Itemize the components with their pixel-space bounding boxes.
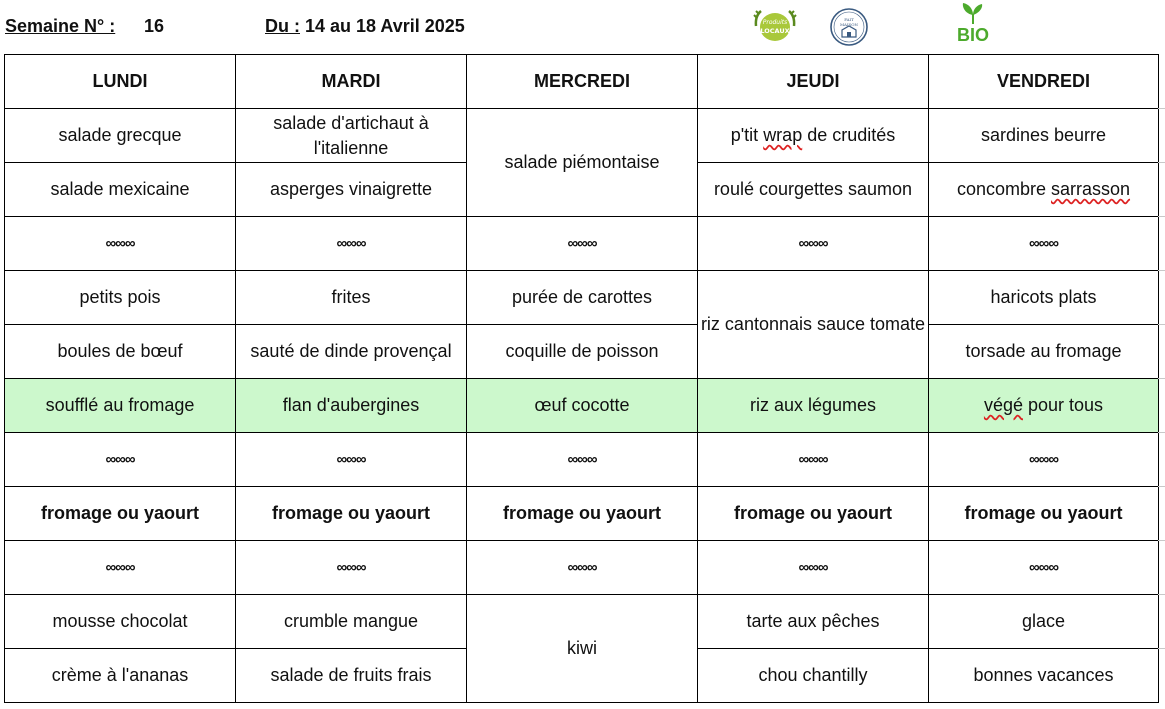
plat-row-1 <box>5 271 1159 325</box>
dessert-mercredi: kiwi <box>467 595 698 703</box>
entree-jeudi-1: p'tit wrap de crudités <box>698 109 929 163</box>
plat-mardi-2: sauté de dinde provençal <box>236 325 467 379</box>
entree-lundi-1: salade grecque <box>5 109 236 163</box>
bio-logo-text: BIO <box>956 25 990 44</box>
separator: ∞∞∞ <box>698 433 929 487</box>
plat-mercredi-1: purée de carottes <box>467 271 698 325</box>
week-number: 16 <box>144 16 165 36</box>
vegetarian-lundi: soufflé au fromage <box>5 379 236 433</box>
entree-lundi-2: salade mexicaine <box>5 163 236 217</box>
separator: ∞∞∞ <box>5 541 236 595</box>
plat-lundi-1: petits pois <box>5 271 236 325</box>
separator: ∞∞∞ <box>929 217 1159 271</box>
date-heading <box>265 16 465 37</box>
menu-header <box>0 0 1165 54</box>
dessert-jeudi-1: tarte aux pêches <box>698 595 929 649</box>
day-header-lundi: LUNDI <box>5 55 236 109</box>
separator: ∞∞∞ <box>929 433 1159 487</box>
vegetarian-row <box>5 379 1159 433</box>
dessert-lundi-2: crème à l'ananas <box>5 649 236 703</box>
cheese-lundi: fromage ou yaourt <box>5 487 236 541</box>
separator: ∞∞∞ <box>467 217 698 271</box>
dessert-vendredi-1: glace <box>929 595 1159 649</box>
separator-row-3 <box>5 541 1159 595</box>
separator: ∞∞∞ <box>5 217 236 271</box>
bio-logo-icon <box>948 2 998 44</box>
day-header-mardi: MARDI <box>236 55 467 109</box>
local-products-logo-icon <box>752 6 798 46</box>
cheese-jeudi: fromage ou yaourt <box>698 487 929 541</box>
spreadsheet-gridlines <box>1158 54 1165 709</box>
spellcheck-word: wrap <box>763 125 803 145</box>
separator: ∞∞∞ <box>467 433 698 487</box>
vegetarian-jeudi: riz aux légumes <box>698 379 929 433</box>
separator: ∞∞∞ <box>236 541 467 595</box>
entree-jeudi-2: roulé courgettes saumon <box>698 163 929 217</box>
date-range: 14 au 18 Avril 2025 <box>305 16 465 36</box>
separator: ∞∞∞ <box>236 217 467 271</box>
entree-vendredi-2: concombre sarrasson <box>929 163 1159 217</box>
logo-maison-word-1: FAIT <box>844 17 854 22</box>
logo-maison-word-2: MAISON <box>839 22 859 27</box>
logo-local-word-2: LOCAUX <box>760 27 790 35</box>
cheese-row <box>5 487 1159 541</box>
logo-local-word-1: Produits <box>762 19 788 26</box>
entree-row-1 <box>5 109 1159 163</box>
separator: ∞∞∞ <box>236 433 467 487</box>
cheese-vendredi: fromage ou yaourt <box>929 487 1159 541</box>
entree-mardi-1: salade d'artichaut à l'italienne <box>236 109 467 163</box>
spellcheck-word: sarrasson <box>1051 179 1131 199</box>
entree-mercredi: salade piémontaise <box>467 109 698 217</box>
cheese-mardi: fromage ou yaourt <box>236 487 467 541</box>
separator: ∞∞∞ <box>698 541 929 595</box>
separator-row-2 <box>5 433 1159 487</box>
week-label: Semaine N° : <box>5 16 116 36</box>
plat-lundi-2: boules de bœuf <box>5 325 236 379</box>
dessert-mardi-2: salade de fruits frais <box>236 649 467 703</box>
dessert-row-1 <box>5 595 1159 649</box>
plat-vendredi-1: haricots plats <box>929 271 1159 325</box>
spellcheck-word: végé <box>983 395 1023 415</box>
vegetarian-mercredi: œuf cocotte <box>467 379 698 433</box>
plat-row-2 <box>5 325 1159 379</box>
plat-mardi-1: frites <box>236 271 467 325</box>
dessert-vendredi-2: bonnes vacances <box>929 649 1159 703</box>
separator: ∞∞∞ <box>467 541 698 595</box>
entree-vendredi-1: sardines beurre <box>929 109 1159 163</box>
vegetarian-vendredi: végé pour tous <box>929 379 1159 433</box>
separator: ∞∞∞ <box>929 541 1159 595</box>
dessert-mardi-1: crumble mangue <box>236 595 467 649</box>
days-row <box>5 55 1159 109</box>
plat-vendredi-2: torsade au fromage <box>929 325 1159 379</box>
plat-jeudi: riz cantonnais sauce tomate <box>698 271 929 379</box>
dessert-lundi-1: mousse chocolat <box>5 595 236 649</box>
day-header-jeudi: JEUDI <box>698 55 929 109</box>
plat-mercredi-2: coquille de poisson <box>467 325 698 379</box>
separator-row-1 <box>5 217 1159 271</box>
day-header-vendredi: VENDREDI <box>929 55 1159 109</box>
vegetarian-mardi: flan d'aubergines <box>236 379 467 433</box>
entree-mardi-2: asperges vinaigrette <box>236 163 467 217</box>
dessert-jeudi-2: chou chantilly <box>698 649 929 703</box>
weekly-menu-table <box>4 54 1159 703</box>
date-label: Du : <box>265 16 300 36</box>
homemade-logo-icon <box>829 7 869 47</box>
day-header-mercredi: MERCREDI <box>467 55 698 109</box>
separator: ∞∞∞ <box>5 433 236 487</box>
separator: ∞∞∞ <box>698 217 929 271</box>
cheese-mercredi: fromage ou yaourt <box>467 487 698 541</box>
